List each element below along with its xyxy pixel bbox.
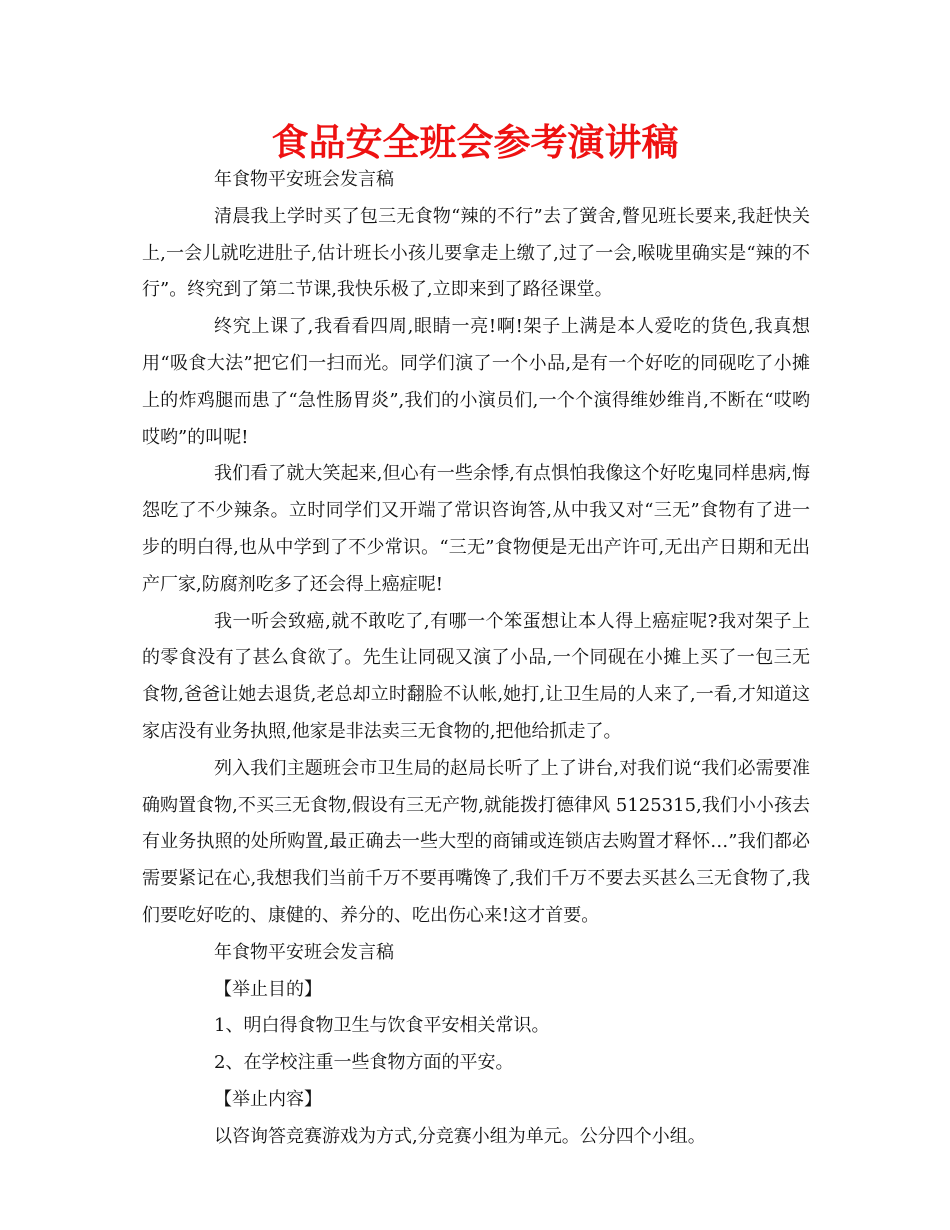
paragraph-content: 以咨询答竞赛游戏为方式,分竞赛小组为单元。公分四个小组。 — [214, 1125, 706, 1147]
goal-item-2: 2、在学校注重一些食物方面的平安。 — [214, 1052, 514, 1074]
goal-item-1: 1、明白得食物卫生与饮食平安相关常识。 — [214, 1015, 550, 1037]
section-heading-goals: 【举止目的】 — [214, 978, 322, 1000]
paragraph-quiz: 我们看了就大笑起来,但心有一些余悸,有点惧怕我像这个好吃鬼同样患病,悔怨吃了不少辣条。立时同学们又开端了常识咨询答,从中我又对“三无”食物有了进一步的明白得,也从中学到了不少常识。“三无”食物便是无出产许可,无出产日期和无出产厂家,防腐剂吃多了还会得上癌症呢! — [142, 463, 810, 595]
paragraph-subheading-2: 年食物平安班会发言稿 — [214, 941, 394, 963]
document-title: 食品安全班会参考演讲稿 — [271, 121, 679, 164]
paragraph-cancer-fear: 我一听会致癌,就不敢吃了,有哪一个笨蛋想让本人得上癌症呢?我对架子上的零食没有了甚么食欲了。先生让同砚又演了小品,一个同砚在小摊上买了一包三无食物,爸爸让她去退货,老总却立时翻脸不认帐,她打,让卫生局的人来了,一看,才知道这家店没有业务执照,他家是非法卖三无食物的,把他给抓走了。 — [142, 610, 810, 742]
paragraph-skit: 终究上课了,我看看四周,眼睛一亮!啊!架子上满是本人爱吃的货色,我真想用“吸食大法”把它们一扫而光。同学们演了一个小品,是有一个好吃的同砚吃了小摊上的炸鸡腿而患了“急性肠胃炎”,我们的小演员们,一个个演得维妙维肖,不断在“哎哟哎哟”的叫呢! — [142, 316, 810, 448]
section-heading-content: 【举止内容】 — [214, 1088, 322, 1110]
document-body — [142, 162, 810, 1156]
paragraph-health-bureau: 列入我们主题班会市卫生局的赵局长听了上了讲台,对我们说“我们必需要准确购置食物,不买三无食物,假设有三无产物,就能拨打德律风 5125315,我们小小孩去有业务执照的处所购置,最正确去一些大型的商铺或连锁店去购置才释怀…”我们都必需要紧记在心,我想我们当前千万不要再嘴馋了,我们千万不要去买甚么三无食物了,我们要吃好吃的、康健的、养分的、吃出伤心来!这才首要。 — [142, 757, 810, 926]
paragraph-morning-snack: 清晨我上学时买了包三无食物“辣的不行”去了黉舍,瞥见班长要来,我赶快关上,一会儿就吃进肚子,估计班长小孩儿要拿走上缴了,过了一会,喉咙里确实是“辣的不行”。终究到了第二节课,我快乐极了,立即来到了路径课堂。 — [142, 205, 810, 301]
paragraph-subheading: 年食物平安班会发言稿 — [214, 169, 394, 190]
